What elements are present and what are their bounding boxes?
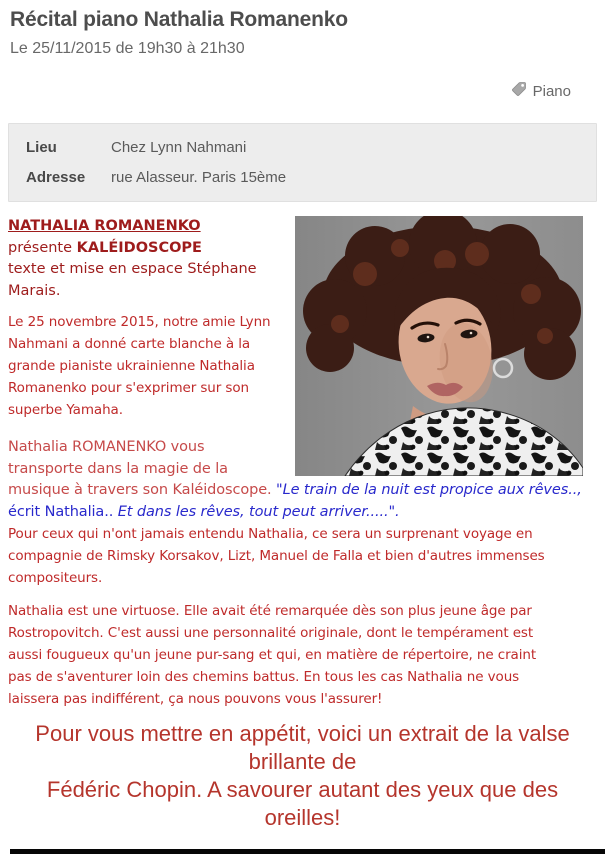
kaleidoscope-title: KALÉIDOSCOPE: [76, 239, 202, 256]
nathalia-romanenko-link[interactable]: NATHALIA ROMANENKO: [8, 218, 201, 234]
quote-train-de-nuit: "Le train de la nuit est propice aux rêves..,: [276, 482, 582, 498]
event-page: [0, 8, 605, 832]
info-row-lieu: [26, 139, 579, 156]
kaleidoscope-paragraph: Nathalia ROMANENKO vous transporte dans la magie de la musique à travers son Kaléidoscope. "Le train de la nuit est propice aux rêves.., écrit Nathalia.. Et dans les rêves, tout peut arriver.....".: [8, 439, 582, 520]
closing-chopin-text: Fédéric Chopin. A savourer autant des yeux que des oreilles!: [46, 777, 559, 830]
video-embed-top-edge[interactable]: [10, 849, 605, 854]
quote-reves: Et dans les rêves, tout peut arriver.....".: [117, 503, 400, 520]
photo-nathalia-portrait: [295, 216, 583, 476]
category-tag-row: [8, 81, 571, 99]
staging-line-2: Marais.: [8, 282, 61, 299]
info-value-lieu: Chez Lynn Nahmani: [111, 139, 247, 156]
tag-icon: [511, 81, 527, 101]
closing-appetit-text: Pour vous mettre en appétit, voici un extrait de la valse brillante de: [35, 721, 570, 774]
event-description: [8, 216, 597, 832]
carte-blanche-paragraph: Le 25 novembre 2015, notre amie Lynn Nahmani a donné carte blanche à la grande pianiste ukrainienne Nathalia Romanenko pour s'exprimer sur son superbe Yamaha.: [8, 314, 271, 418]
venue-info-box: [8, 123, 597, 202]
page-title: Récital piano Nathalia Romanenko: [10, 8, 348, 31]
info-label-adresse: Adresse: [26, 169, 86, 186]
quote-attribution: écrit Nathalia..: [8, 503, 118, 520]
category-tag-label: Piano: [532, 82, 571, 100]
voyage-paragraph: Pour ceux qui n'ont jamais entendu Nathalia, ce sera un surprenant voyage en compagnie de Rimsky Korsakov, Lizt, Manuel de Falla et bien d'autres immenses compositeurs.: [8, 526, 545, 586]
virtuose-paragraph: Nathalia est une virtuose. Elle avait été remarquée dès son plus jeune âge par Rostropovitch. C'est aussi une personnalité originale, dont le tempérament est aussi fougueux qu'un jeune pur-sang et qui, en matière de répertoire, ne craint pas de s'aventurer loin des chemins battus. En tous les cas Nathalia ne vous laissera pas indifférent, ça nous pouvons vous l'assurer!: [8, 603, 537, 707]
category-tag-piano[interactable]: [511, 81, 571, 101]
info-value-adresse: rue Alasseur. Paris 15ème: [111, 169, 287, 186]
presente-text: présente: [8, 239, 77, 256]
staging-line-1: texte et mise en espace Stéphane: [8, 261, 257, 277]
info-label-lieu: Lieu: [26, 139, 57, 156]
info-row-adresse: [26, 169, 579, 186]
event-datetime: Le 25/11/2015 de 19h30 à 21h30: [10, 40, 245, 57]
